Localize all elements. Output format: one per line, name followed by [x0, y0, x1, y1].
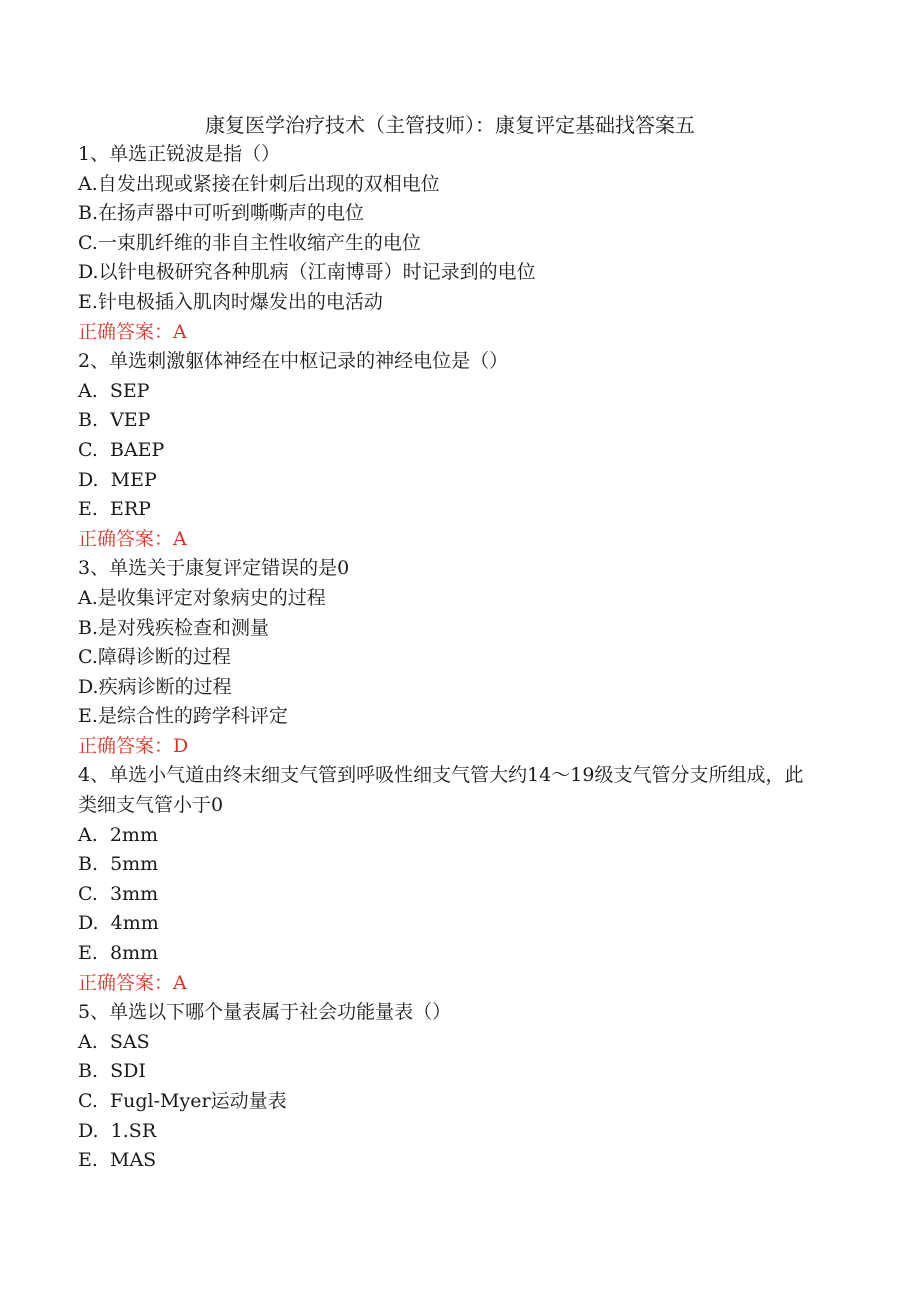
question-5	[78, 998, 818, 1176]
correct-answer: 正确答案：A	[78, 527, 187, 550]
option-e: E. ERP	[78, 498, 151, 521]
option-d: D. 1.SR	[78, 1119, 157, 1142]
option-b: B.是对残疾检查和测量	[78, 616, 270, 639]
option-a: A.自发出现或紧接在针刺后出现的双相电位	[78, 172, 440, 195]
option-a: A. 2mm	[78, 823, 158, 846]
option-e: E.是综合性的跨学科评定	[78, 705, 288, 728]
option-a: A.是收集评定对象病史的过程	[78, 586, 326, 609]
option-c: C. Fugl-Myer运动量表	[78, 1090, 287, 1112]
correct-answer: 正确答案：A	[78, 320, 187, 343]
option-a: A. SEP	[78, 379, 150, 402]
option-e: E. MAS	[78, 1149, 157, 1172]
question-1	[78, 140, 818, 347]
option-b: B. 5mm	[78, 853, 159, 876]
option-d: D. 4mm	[78, 912, 159, 935]
option-b: B. VEP	[78, 409, 151, 432]
question-stem: 2、单选刺激躯体神经在中枢记录的神经电位是（）	[78, 350, 509, 373]
option-e: E.针电极插入肌肉时爆发出的电活动	[78, 290, 383, 313]
document-title: 康复医学治疗技术（主管技师）：康复评定基础找答案五	[205, 113, 695, 137]
correct-answer: 正确答案：D	[78, 734, 189, 757]
option-e: E. 8mm	[78, 942, 159, 965]
option-a: A. SAS	[78, 1030, 150, 1053]
question-stem: 4、单选小气道由终末细支气管到呼吸性细支气管大约14～19级支气管分支所组成，此类细支气管小于0	[78, 764, 804, 817]
question-list	[78, 140, 818, 1176]
option-d: D.以针电极研究各种肌病（江南博哥）时记录到的电位	[78, 261, 536, 284]
correct-answer: 正确答案：A	[78, 971, 187, 994]
option-c: C. 3mm	[78, 882, 159, 905]
question-2	[78, 347, 818, 554]
question-stem: 3、单选关于康复评定错误的是0	[78, 557, 350, 580]
option-b: B.在扬声器中可听到嘶嘶声的电位	[78, 202, 365, 225]
question-stem: 5、单选以下哪个量表属于社会功能量表（）	[78, 1001, 452, 1024]
option-b: B. SDI	[78, 1060, 146, 1083]
question-stem: 1、单选正锐波是指（）	[78, 143, 281, 165]
option-c: C.障碍诊断的过程	[78, 646, 231, 669]
question-4	[78, 761, 818, 998]
option-c: C. BAEP	[78, 438, 165, 461]
question-3	[78, 554, 818, 761]
option-c: C.一束肌纤维的非自主性收缩产生的电位	[78, 231, 421, 254]
option-d: D. MEP	[78, 468, 157, 491]
option-d: D.疾病诊断的过程	[78, 675, 232, 698]
